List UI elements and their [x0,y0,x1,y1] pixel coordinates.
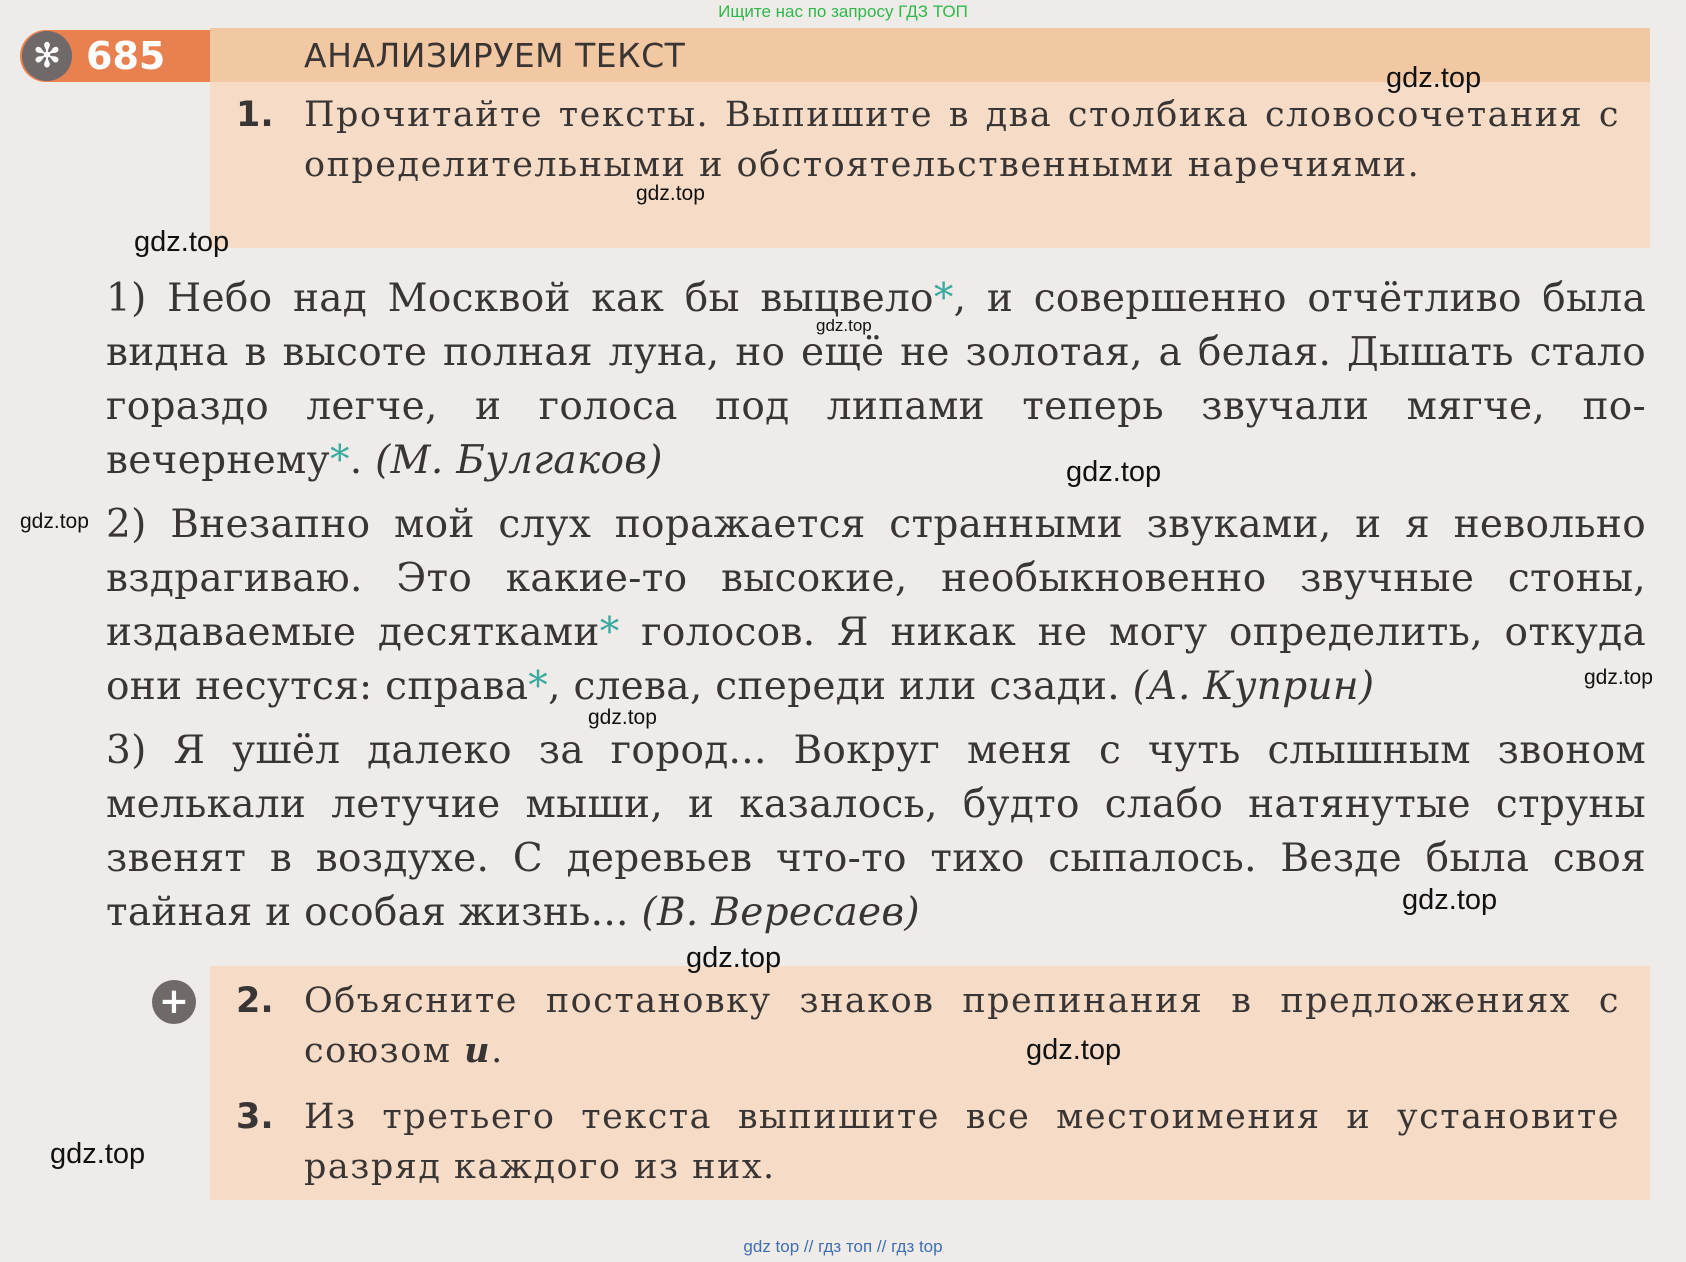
watermark: gdz.top [636,182,705,205]
watermark: gdz.top [816,316,872,335]
text-2 [46,498,1646,714]
section-title: АНАЛИЗИРУЕМ ТЕКСТ [304,36,686,75]
text-3-author: (В. Вересаев) [641,890,920,935]
task2-text [304,976,1620,1076]
text-3-label: 3) [106,728,147,773]
task3-text: Из третьего текста выпишите все местоимения и установите разряд каждого из них. [304,1097,1620,1187]
task2-number: 2. [236,981,274,1021]
star-mark: * [933,276,954,321]
watermark: gdz.top [1584,666,1653,689]
bottom-banner: gdz top // гдз топ // гдз top [743,1237,943,1256]
watermark: gdz.top [588,706,657,729]
text-1-label: 1) [106,276,147,321]
text-2-label: 2) [106,502,147,547]
watermark: gdz.top [134,226,230,258]
text-2-author: (А. Куприн) [1132,664,1375,709]
text-2-body-a: Внезапно мой слух поражается странными звуками, и я невольно вздрагиваю. Это какие-то высокие, необыкновенно звучные стоны, издаваемые десятками [106,502,1647,655]
task2-text-b: . [491,1031,504,1071]
star-mark: * [329,438,350,483]
text-1 [46,272,1646,488]
watermark: gdz.top [1066,456,1162,488]
top-banner: Ищите нас по запросу ГДЗ ТОП [718,2,968,21]
watermark: gdz.top [1386,62,1482,94]
text-1-body-a: Небо над Москвой как бы выцвело [167,276,934,321]
star-mark: * [599,610,620,655]
task1-number: 1. [236,95,274,135]
watermark: gdz.top [20,510,89,533]
exercise-number: 685 [86,34,166,78]
watermark: gdz.top [50,1138,146,1170]
task3-number: 3. [236,1097,274,1137]
asterisk-icon: ✻ [22,31,72,81]
text-1-body-c: . [349,438,376,483]
task2-text-a: Объясните постановку знаков препинания в предложениях с союзом [304,981,1620,1071]
watermark: gdz.top [1402,884,1498,916]
watermark: gdz.top [686,942,782,974]
text-3-body: Я ушёл далеко за город... Вокруг меня с чуть слышным звоном мелькали летучие мыши, и казалось, будто слабо натянутые струны звенят в воздухе. С деревьев что-то тихо сыпалось. Везде была своя тайная и особая жизнь... [106,728,1647,935]
text-2-body-b: голосов. Я никак не могу определить, откуда они несутся: справа [106,610,1646,709]
star-mark: * [528,664,549,709]
task2-conj: и [464,1030,492,1071]
text-2-body-c: , слева, спереди или сзади. [548,664,1133,709]
watermark: gdz.top [1026,1034,1122,1066]
plus-icon: + [152,980,196,1024]
text-1-author: (М. Булгаков) [375,438,663,483]
text-1-body-b: , и совершенно отчётливо была видна в высоте полная луна, но ещё не золотая, а белая. Дышать стало гораздо легче, и голоса под липами теперь звучали мягче, по-вечернему [106,276,1647,483]
task1-text: Прочитайте тексты. Выпишите в два столбика словосочетания с определительными и обстоятельственными наречиями. [304,95,1620,185]
